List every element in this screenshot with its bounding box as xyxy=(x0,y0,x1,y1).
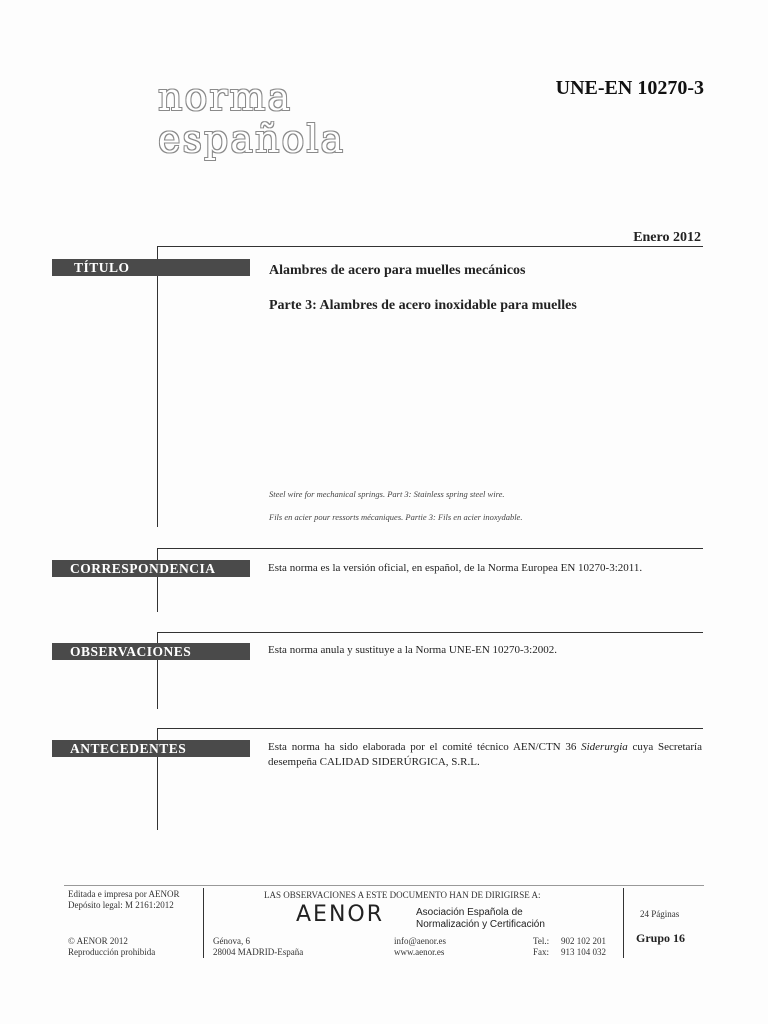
antecedentes-label: ANTECEDENTES xyxy=(52,740,250,757)
antecedentes-top-rule xyxy=(157,728,703,729)
title-english: Steel wire for mechanical springs. Part 3: Stainless spring steel wire. xyxy=(269,489,505,499)
aenor-full-name xyxy=(416,907,545,931)
aenor-name-line1: Asociación Española de xyxy=(416,907,523,918)
deposito-legal: Depósito legal: M 2161:2012 xyxy=(68,900,174,910)
website-link[interactable]: www.aenor.es xyxy=(394,947,445,957)
document-title: Alambres de acero para muelles mecánicos xyxy=(269,263,526,278)
footer-top-rule xyxy=(64,885,704,886)
copyright: © AENOR 2012 xyxy=(68,936,128,946)
aenor-name-line2: Normalización y Certificación xyxy=(416,919,545,930)
observaciones-top-rule xyxy=(157,632,703,633)
observaciones-address-note: LAS OBSERVACIONES A ESTE DOCUMENTO HAN DE DIRIGIRSE A: xyxy=(264,890,541,900)
publication-date: Enero 2012 xyxy=(633,230,701,245)
reproduccion-prohibida: Reproducción prohibida xyxy=(68,947,156,957)
page-count: 24 Páginas xyxy=(640,909,680,919)
titulo-label: TÍTULO xyxy=(52,259,250,276)
tel-number: 902 102 201 xyxy=(561,936,606,946)
antecedentes-text-italic: Siderurgia xyxy=(581,741,628,753)
address-street: Génova, 6 xyxy=(213,936,250,946)
correspondencia-label: CORRESPONDENCIA xyxy=(52,560,250,577)
document-subtitle: Parte 3: Alambres de acero inoxidable para muelles xyxy=(269,298,577,313)
email-link[interactable]: info@aenor.es xyxy=(394,936,447,946)
title-french: Fils en acier pour ressorts mécaniques. Partie 3: Fils en acier inoxydable. xyxy=(269,512,523,522)
standard-code: UNE-EN 10270-3 xyxy=(555,77,704,99)
edited-by: Editada e impresa por AENOR xyxy=(68,889,180,899)
observaciones-label: OBSERVACIONES xyxy=(52,643,250,660)
footer-left-divider xyxy=(203,888,204,958)
observaciones-text: Esta norma anula y sustituye a la Norma UNE-EN 10270-3:2002. xyxy=(268,644,557,656)
brand-line-espanola: española xyxy=(158,117,346,161)
address-city: 28004 MADRID-España xyxy=(213,947,304,957)
footer-right-divider xyxy=(623,888,624,958)
aenor-logo: AENOR xyxy=(296,902,385,927)
antecedentes-text-part2: cuya Secretaría desempeña CALIDAD SIDERÚRGICA, S.R.L. xyxy=(268,741,702,768)
correspondencia-vertical-rule xyxy=(157,548,158,612)
tel-label: Tel.: xyxy=(533,936,550,946)
titulo-top-rule xyxy=(157,246,703,247)
correspondencia-text: Esta norma es la versión oficial, en español, de la Norma Europea EN 10270-3:2011. xyxy=(268,562,643,574)
antecedentes-text xyxy=(268,740,702,770)
price-group: Grupo 16 xyxy=(636,931,686,945)
fax-number: 913 104 032 xyxy=(561,947,606,957)
brand-line-norma: norma xyxy=(158,75,293,119)
antecedentes-text-part1: Esta norma ha sido elaborada por el comité técnico AEN/CTN 36 xyxy=(268,741,582,753)
fax-label: Fax: xyxy=(533,947,550,957)
correspondencia-top-rule xyxy=(157,548,703,549)
titulo-vertical-rule xyxy=(157,246,158,527)
